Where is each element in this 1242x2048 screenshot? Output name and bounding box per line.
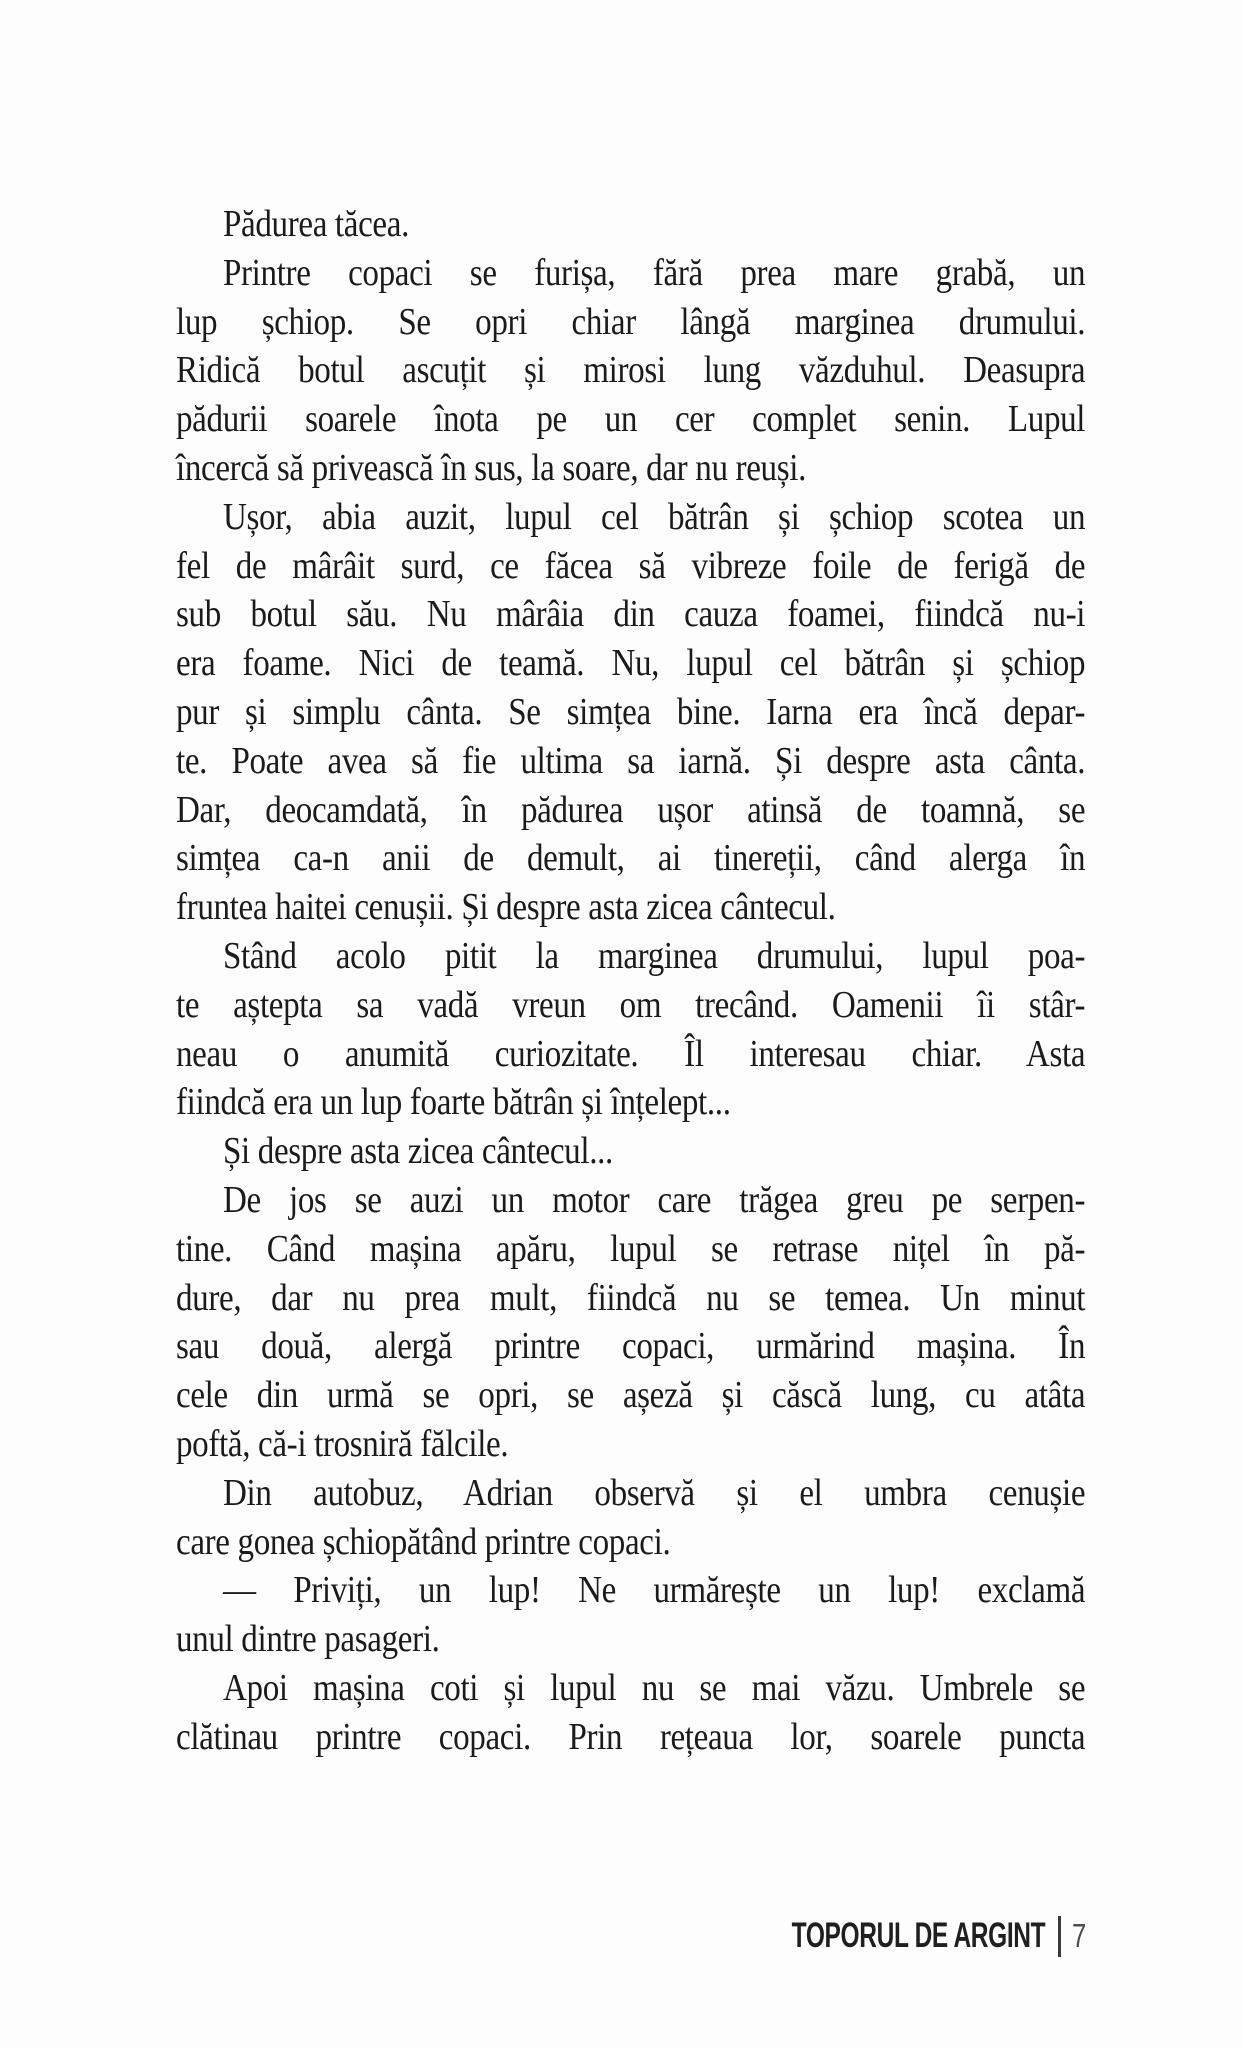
text-line: cele din urmă se opri, se așeză și căscă lung, cu atâta [176,1374,1086,1417]
text-line: Pădurea tăcea. [222,203,409,245]
text-line: Din autobuz, Adrian observă și el umbra cenușie [222,1471,1086,1514]
text-line: Ușor, abia auzit, lupul cel bătrân și șchiop scotea un [222,495,1086,538]
text-line: fel de mârâit surd, ce făcea să vibreze foile de ferigă de [176,544,1086,587]
text-line: dure, dar nu prea mult, fiindcă nu se temea. Un minut [176,1276,1086,1319]
footer-book-title: TOPORUL DE ARGINT [792,1916,1046,1955]
text-line: te aștepta sa vadă vreun om trecând. Oamenii îi stâr- [176,983,1086,1026]
text-line: fruntea haitei cenușii. Și despre asta zicea cântecul. [176,886,836,929]
text-line: sub botul său. Nu mârâia din cauza foamei, fiindcă nu-i [176,593,1086,636]
footer-page-number: 7 [1071,1917,1086,1954]
text-line: — Priviți, un lup! Ne urmărește un lup! exclamă [222,1569,1086,1612]
text-line: Printre copaci se furișa, fără prea mare grabă, un [222,251,1086,294]
text-line: sau două, alergă printre copaci, urmărind mașina. În [176,1325,1086,1368]
text-line: încercă să privească în sus, la soare, dar nu reuși. [176,446,806,489]
text-line: Stând acolo pitit la marginea drumului, lupul poa- [222,934,1086,977]
text-line: De jos se auzi un motor care trăgea greu pe serpen- [222,1178,1086,1221]
text-line: Apoi mașina coti și lupul nu se mai văzu. Umbrele se [222,1666,1086,1709]
text-line: simțea ca-n anii de demult, ai tinereții, când alerga în [176,837,1086,880]
text-line: neau o anumită curiozitate. Îl interesau chiar. Asta [176,1032,1086,1075]
text-line: Ridică botul ascuțit și mirosi lung văzduhul. Deasupra [176,349,1086,392]
text-line: care gonea șchiopătând printre copaci. [176,1520,671,1563]
text-line: pădurii soarele înota pe un cer complet senin. Lupul [176,398,1086,441]
footer-separator [1058,1916,1061,1957]
text-line: lup șchiop. Se opri chiar lângă marginea drumului. [176,300,1086,343]
text-line: tine. Când mașina apăru, lupul se retrase nițel în pă- [176,1227,1086,1270]
text-line: Și despre asta zicea cântecul... [222,1130,613,1173]
text-line: clătinau printre copaci. Prin rețeaua lor, soarele puncta [176,1715,1086,1758]
page-text [176,200,1085,1762]
text-line: fiindcă era un lup foarte bătrân și înțelept... [176,1081,731,1124]
text-line: Dar, deocamdată, în pădurea ușor atinsă de toamnă, se [176,788,1086,831]
page-footer [683,1912,1090,1960]
text-line: unul dintre pasageri. [176,1618,440,1661]
text-line: pur și simplu cânta. Se simțea bine. Iarna era încă depar- [176,690,1086,733]
text-line: poftă, că-i trosniră fălcile. [176,1422,509,1465]
text-line: te. Poate avea să fie ultima sa iarnă. Și despre asta cânta. [176,739,1086,782]
text-line: era foame. Nici de teamă. Nu, lupul cel bătrân și șchiop [176,642,1086,685]
